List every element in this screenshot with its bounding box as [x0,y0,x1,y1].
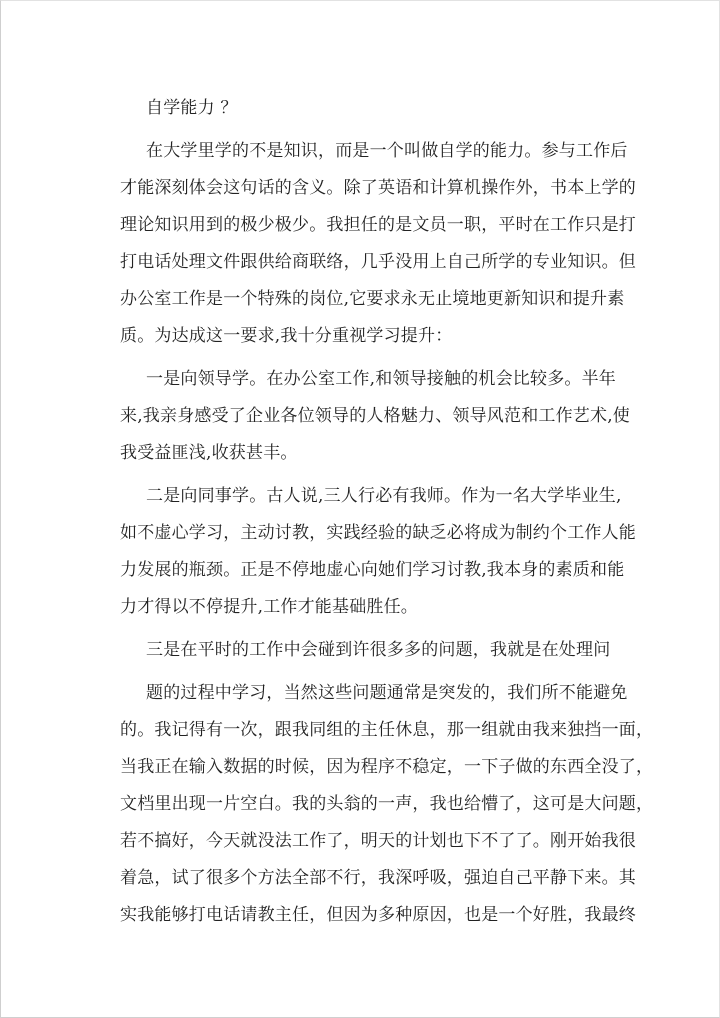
paragraph-4 [120,632,611,669]
text-line: 当我正在输入数据的时候，因为程序不稳定，一下子做的东西全没了， [120,757,654,777]
paragraph-1 [120,133,636,355]
text-line: 实我能够打电话请教主任，但因为多种原因，也是一个好胜，我最终 [120,905,636,925]
text-line: 我受益匪浅,收获甚丰。 [120,443,298,463]
text-line: 力发展的瓶颈。正是不停地虚心向她们学习讨教,我本身的素质和能 [120,560,625,580]
text-line: 三是在平时的工作中会碰到许很多多的问题，我就是在处理问 [146,640,611,660]
text-line: 文档里出现一片空白。我的头翁的一声，我也给懵了，这可是大问题， [120,794,654,814]
text-line: 来,我亲身感受了企业各位领导的人格魅力、领导风范和工作艺术,使 [120,406,631,426]
text-line: 二是向同事学。古人说,三人行必有我师。作为一名大学毕业生, [146,486,622,506]
paragraph-3 [120,478,636,626]
text-line: 若不搞好，今天就没法工作了，明天的计划也下不了了。刚开始我很 [120,831,636,851]
text-line: 理论知识用到的极少极少。我担任的是文员一职，平时在工作只是打 [120,215,636,235]
paragraph-5 [120,675,654,934]
text-line: 如不虚心学习，主动讨教，实践经验的缺乏必将成为制约个工作人能 [120,523,636,543]
paragraph-2 [120,361,631,472]
section-heading: 自学能力 ？ [146,98,238,118]
text-line: 才能深刻体会这句话的含义。除了英语和计算机操作外，书本上学的 [120,178,636,198]
text-line: 办公室工作是一个特殊的岗位,它要求永无止境地更新知识和提升素 [120,289,625,309]
text-line: 的。我记得有一次，跟我同组的主任休息，那一组就由我来独挡一面， [120,720,654,740]
text-line: 在大学里学的不是知识，而是一个叫做自学的能力。参与工作后 [146,141,628,161]
text-line: 一是向领导学。在办公室工作,和领导接触的机会比较多。半年 [146,369,617,389]
text-line: 打电话处理文件跟供给商联络，几乎没用上自己所学的专业知识。但 [120,252,636,272]
text-line: 着急，试了很多个方法全部不行，我深呼吸，强迫自己平静下来。其 [120,868,636,888]
text-line: 力才得以不停提升,工作才能基础胜任。 [120,597,419,617]
text-line: 质。为达成这一要求,我十分重视学习提升： [120,326,453,346]
document-body [120,90,654,934]
text-line: 题的过程中学习，当然这些问题通常是突发的，我们所不能避免 [146,683,628,703]
